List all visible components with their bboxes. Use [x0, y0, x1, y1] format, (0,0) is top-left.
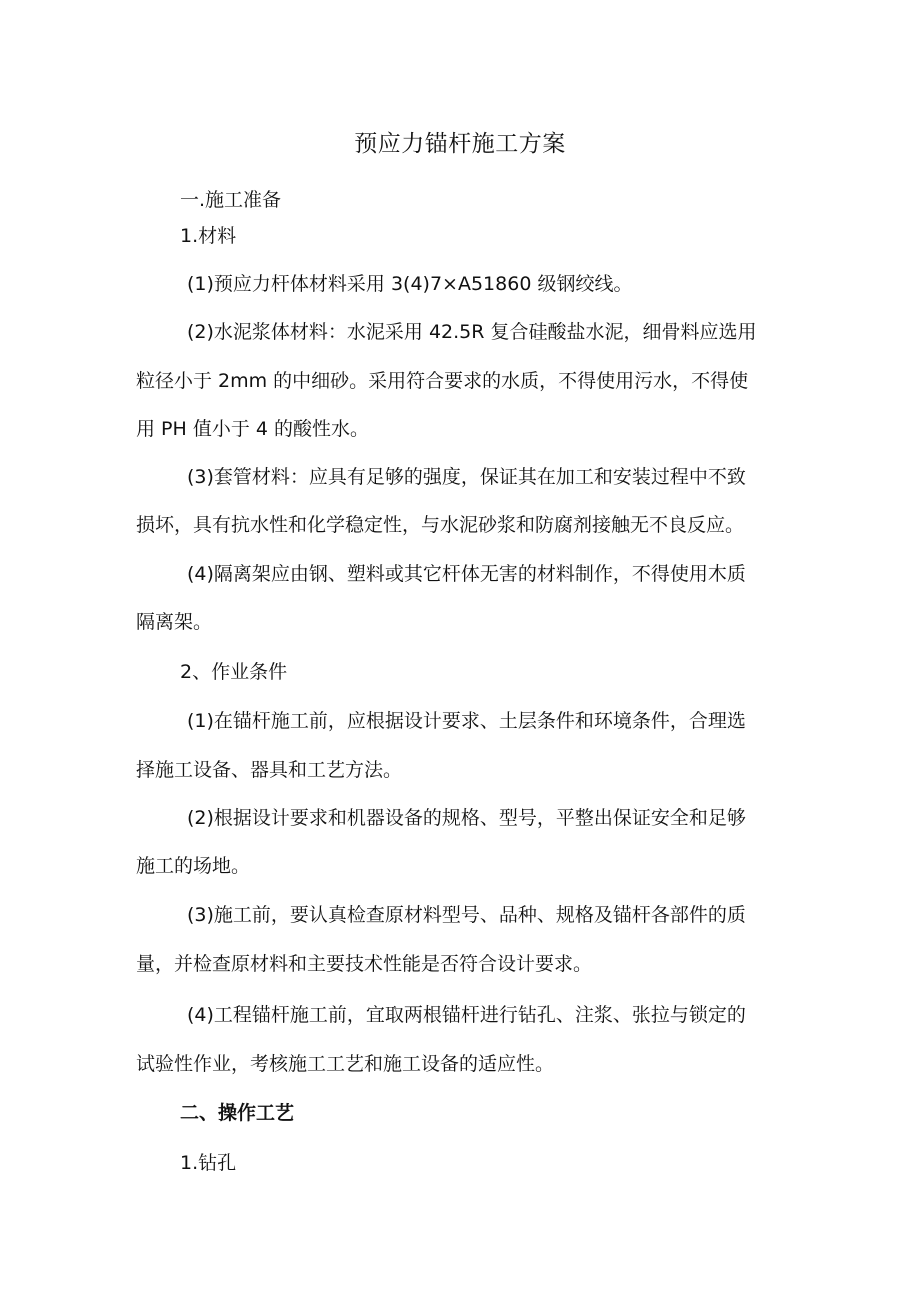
- subsection-heading-drilling: 1.钻孔: [180, 1152, 237, 1174]
- paragraph-line: 试验性作业，考核施工工艺和施工设备的适应性。: [136, 1053, 555, 1075]
- paragraph-line: 量，并检查原材料和主要技术性能是否符合设计要求。: [136, 953, 593, 975]
- paragraph-line: 粒径小于 2mm 的中细砂。采用符合要求的水质，不得使用污水，不得使: [136, 370, 749, 392]
- paragraph-line: (4)工程锚杆施工前，宜取两根锚杆进行钻孔、注浆、张拉与锁定的: [187, 1004, 746, 1026]
- section-heading-operation-process: 二、操作工艺: [180, 1102, 295, 1124]
- paragraph-line: (2)根据设计要求和机器设备的规格、型号，平整出保证安全和足够: [187, 807, 746, 829]
- paragraph-line: (3)套管材料：应具有足够的强度，保证其在加工和安装过程中不致: [187, 466, 746, 488]
- paragraph-line: 用 PH 值小于 4 的酸性水。: [136, 418, 369, 440]
- document-title: 预应力锚杆施工方案: [354, 131, 566, 157]
- subsection-heading-work-conditions: 2、作业条件: [180, 661, 288, 683]
- paragraph-line: 施工的场地。: [136, 855, 251, 877]
- paragraph-line: 择施工设备、器具和工艺方法。: [136, 759, 403, 781]
- subsection-heading-materials: 1.材料: [180, 225, 237, 247]
- paragraph-line: (1)预应力杆体材料采用 3(4)7×A51860 级钢绞线。: [187, 273, 633, 295]
- section-heading-preparation: 一.施工准备: [180, 189, 282, 211]
- paragraph-line: 损坏，具有抗水性和化学稳定性，与水泥砂浆和防腐剂接触无不良反应。: [136, 514, 745, 536]
- paragraph-line: (3)施工前，要认真检查原材料型号、品种、规格及锚杆各部件的质: [187, 904, 746, 926]
- paragraph-line: (4)隔离架应由钢、塑料或其它杆体无害的材料制作，不得使用木质: [187, 563, 746, 585]
- paragraph-line: (2)水泥浆体材料：水泥采用 42.5R 复合硅酸盐水泥，细骨料应选用: [187, 321, 757, 343]
- paragraph-line: 隔离架。: [136, 611, 213, 633]
- paragraph-line: (1)在锚杆施工前，应根据设计要求、土层条件和环境条件，合理选: [187, 710, 746, 732]
